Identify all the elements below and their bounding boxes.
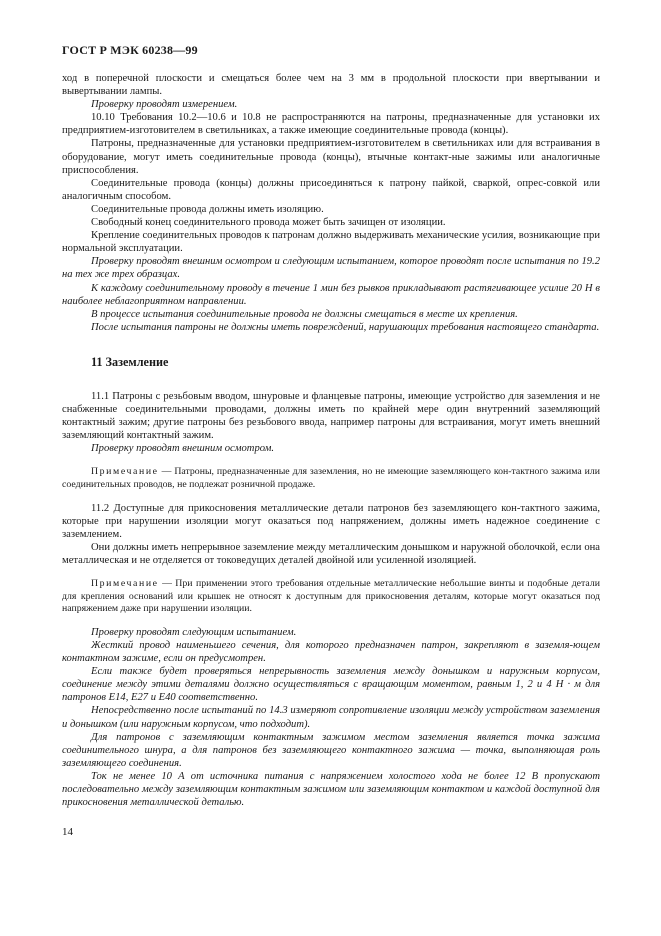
- paragraph: Они должны иметь непрерывное заземление между металлическим донышком и наружной оболочкой, если она металлическая и не отделяется от токоведущих деталей двойной или усиленной изоляцией.: [62, 542, 600, 567]
- paragraph-test: Если также будет проверяться непрерывность заземления между донышком и наружным корпусом, соединение между этими деталями должно осуществляться с вращающим моментом, равным 1, 2 и 4 Н · м для патронов Е14, Е27 и Е40 соответственно.: [62, 666, 600, 704]
- note: [62, 578, 600, 615]
- paragraph-check: Проверку проводят внешним осмотром и следующим испытанием, которое проводят после испытания по 19.2 на тех же трех образцах.: [62, 256, 600, 281]
- note-label: Примечание: [91, 466, 159, 478]
- page-number: 14: [62, 826, 73, 838]
- paragraph-test: К каждому соединительному проводу в течение 1 мин без рывков прикладывают растягивающее усилие 20 Н в наиболее неблагоприятном направлении.: [62, 282, 600, 307]
- paragraph-test: Жесткий провод наименьшего сечения, для которого предназначен патрон, закрепляют в заземля-ющем контактном зажиме, если он предусмотрен.: [62, 640, 600, 665]
- paragraph-test: Ток не менее 10 А от источника питания с напряжением холостого хода не более 12 В пропускают последовательно между заземляющим контактным зажимом или заземляющим контактом и каждой доступной для прикосновения металлической деталью.: [62, 770, 600, 809]
- paragraph: Соединительные провода должны иметь изоляцию.: [91, 203, 324, 215]
- note-text: — Патроны, предназначенные для заземления, но не имеющие заземляющего кон-тактного зажима или соединительных проводов, не подлежат розничной продаже.: [62, 466, 600, 490]
- note-text: — При применении этого требования отдельные металлические небольшие винты и подобные детали для крепления оснований или крышек не относят к доступным для прикосновения деталям, которые могут оказаться под напряжением даже при нарушении изоляции.: [62, 578, 600, 614]
- paragraph-11-1: 11.1 Патроны с резьбовым вводом, шнуровые и фланцевые патроны, имеющие устройство для заземления и не снабженные соединительными проводами, должны иметь по крайней мере один внутренний заземляющий контактный зажим; другие патроны без резьбового ввода, например патроны для встраивания, могут иметь внешний заземляющий контактный зажим.: [62, 390, 600, 442]
- paragraph-test: После испытания патроны не должны иметь повреждений, нарушающих требования настоящего стандарта.: [91, 321, 600, 333]
- page-body: [62, 72, 600, 809]
- paragraph: Свободный конец соединительного провода может быть зачищен от изоляции.: [91, 217, 446, 229]
- paragraph: Крепление соединительных проводов к патронам должно выдерживать механические усилия, возникающие при нормальной эксплуатации.: [62, 230, 600, 255]
- paragraph: Патроны, предназначенные для установки предприятием-изготовителем в светильниках или для встраивания в оборудование, могут иметь соединительные провода (концы), втычные контакт-ные зажимы или аналогичные приспособления.: [62, 138, 600, 176]
- paragraph: Соединительные провода (концы) должны присоединяться к патрону пайкой, сваркой, опрес-совкой или аналогичным способом.: [62, 177, 600, 202]
- paragraph-check: Проверку проводят следующим испытанием.: [91, 626, 297, 638]
- paragraph-check: Проверку проводят измерением.: [91, 99, 238, 111]
- paragraph-10-10: 10.10 Требования 10.2—10.6 и 10.8 не распространяются на патроны, предназначенные для установки их предприятием-изготовителем в светильниках, а также имеющие соединительные провода (концы).: [62, 112, 600, 137]
- note-label: Примечание: [91, 578, 159, 590]
- paragraph-continued: ход в поперечной плоскости и смещаться более чем на 3 мм в продольной плоскости при ввертывании и вывертывании лампы.: [62, 73, 600, 98]
- paragraph-test: В процессе испытания соединительные провода не должны смещаться в месте их крепления.: [91, 308, 518, 320]
- section-heading: 11 Заземление: [91, 354, 169, 369]
- paragraph-check: Проверку проводят внешним осмотром.: [91, 443, 275, 455]
- paragraph-test: Для патронов с заземляющим контактным зажимом местом заземления является точка зажима соединительного шнура, а для патронов без заземляющего контактного зажима — точка, выполняющая роль заземляющего соединения.: [62, 731, 600, 769]
- document-header: ГОСТ Р МЭК 60238—99: [62, 43, 198, 57]
- note: [62, 466, 600, 490]
- paragraph-test: Непосредственно после испытаний по 14.3 измеряют сопротивление изоляции между устройством заземления и донышком (или наружным корпусом, что подходит).: [62, 705, 600, 730]
- paragraph-11-2: 11.2 Доступные для прикосновения металлические детали патронов без заземляющего кон-тактного зажима, которые при нарушении изоляции могут оказаться под напряжением, должны иметь надежное соединение с заземлением.: [62, 502, 600, 541]
